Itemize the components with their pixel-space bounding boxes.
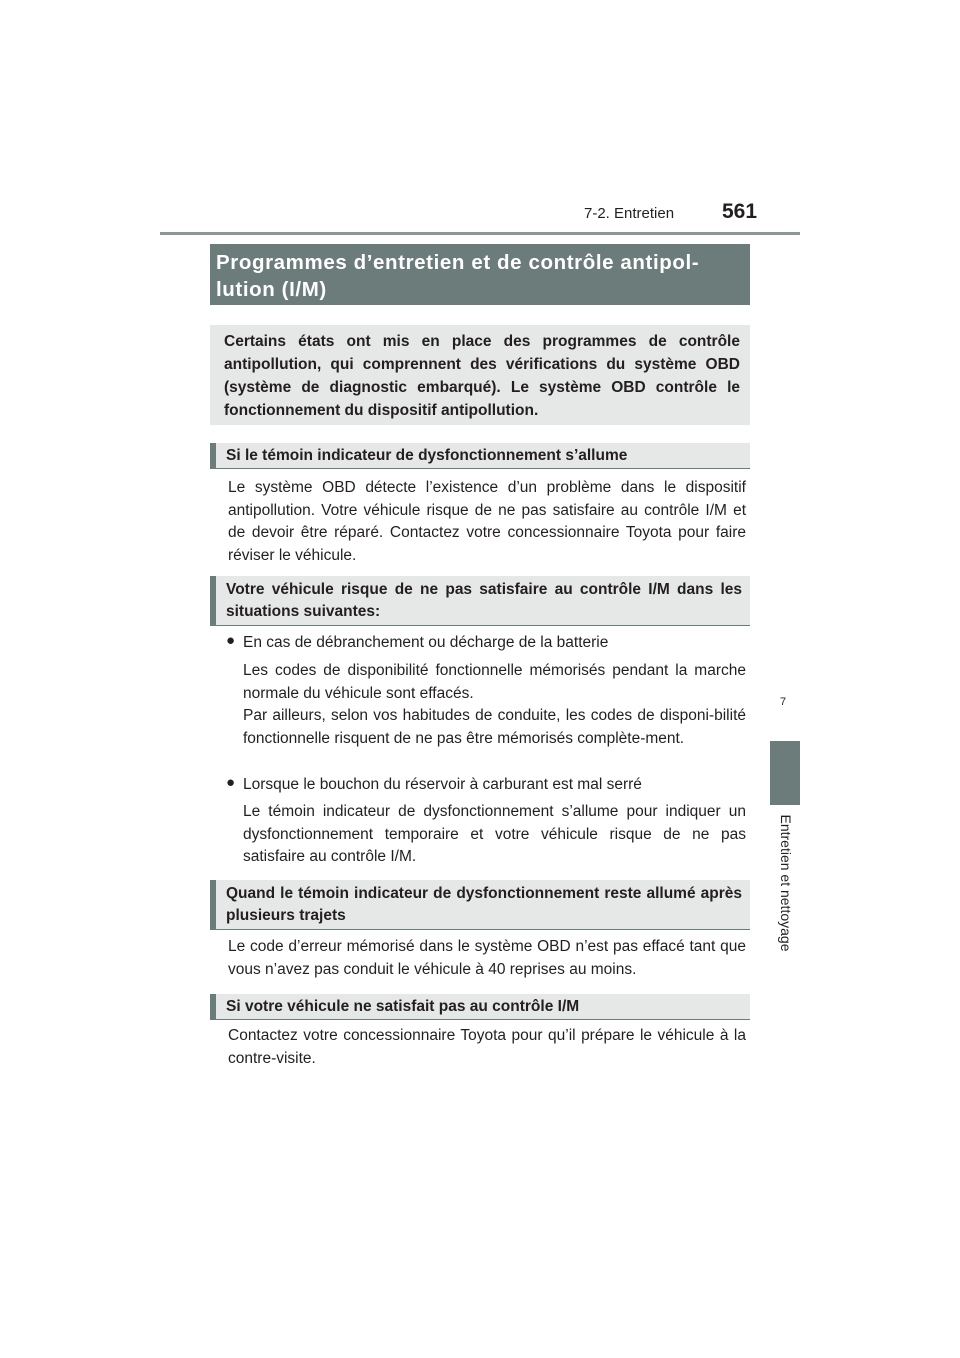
bullet-text-battery-2: Par ailleurs, selon vos habitudes de conduite, les codes de disponi-bilité fonctionnelle risquent de ne pas être mémorisés complète-ment. <box>243 707 746 747</box>
intro-text: Certains états ont mis en place des programmes de contrôle antipollution, qui comprennent des vérifications du système OBD (système de diagnostic embarqué). Le système OBD contrôle le fonctionnement du dispositif antipollution. <box>224 333 740 419</box>
chapter-tab <box>770 741 800 805</box>
bullet-text-battery-1: Les codes de disponibilité fonctionnelle mémorisés pendant la marche normale du véhicule sont effacés. <box>243 662 746 702</box>
page-number: 561 <box>722 200 758 223</box>
section-heading-mil-on: Si le témoin indicateur de dysfonctionnement s’allume <box>210 443 750 469</box>
page-title-line2: lution (I/M) <box>216 278 327 301</box>
section-heading-may-fail: Votre véhicule risque de ne pas satisfaire au contrôle I/M dans les situations suivantes: <box>210 576 750 626</box>
section-heading-fails-im: Si votre véhicule ne satisfait pas au contrôle I/M <box>210 994 750 1020</box>
intro-box <box>210 325 750 425</box>
section-body-mil-on: Le système OBD détecte l’existence d’un problème dans le dispositif antipollution. Votre véhicule risque de ne pas satisfaire au contrôle I/M et de devoir être réparé. Contactez votre concessionnaire Toyota pour faire réviser le véhicule. <box>228 479 746 564</box>
bullet-text-fuel-cap: Le témoin indicateur de dysfonctionnement s’allume pour indiquer un dysfonctionnement temporaire et votre véhicule risque de ne pas satisfaire au contrôle I/M. <box>243 803 746 865</box>
section-heading-mil-stays-on: Quand le témoin indicateur de dysfonctionnement reste allumé après plusieurs trajets <box>210 880 750 930</box>
section-body-mil-stays-on: Le code d’erreur mémorisé dans le système OBD n’est pas effacé tant que vous n’avez pas conduit le véhicule à 40 reprises au moins. <box>228 938 746 978</box>
bullet-marker: ● <box>226 774 236 791</box>
bullet-marker: ● <box>226 632 236 649</box>
header-divider <box>160 232 800 235</box>
page-title-line1: Programmes d’entretien et de contrôle antipol- <box>216 251 700 274</box>
bullet-title-battery: En cas de débranchement ou décharge de la batterie <box>243 634 609 651</box>
chapter-number: 7 <box>780 696 787 708</box>
section-body-fails-im: Contactez votre concessionnaire Toyota pour qu’il prépare le véhicule à la contre-visite. <box>228 1027 746 1067</box>
chapter-label: Entretien et nettoyage <box>778 814 794 952</box>
bullet-title-fuel-cap: Lorsque le bouchon du réservoir à carburant est mal serré <box>243 776 642 793</box>
page-title <box>210 244 750 305</box>
section-title: 7-2. Entretien <box>584 205 675 222</box>
